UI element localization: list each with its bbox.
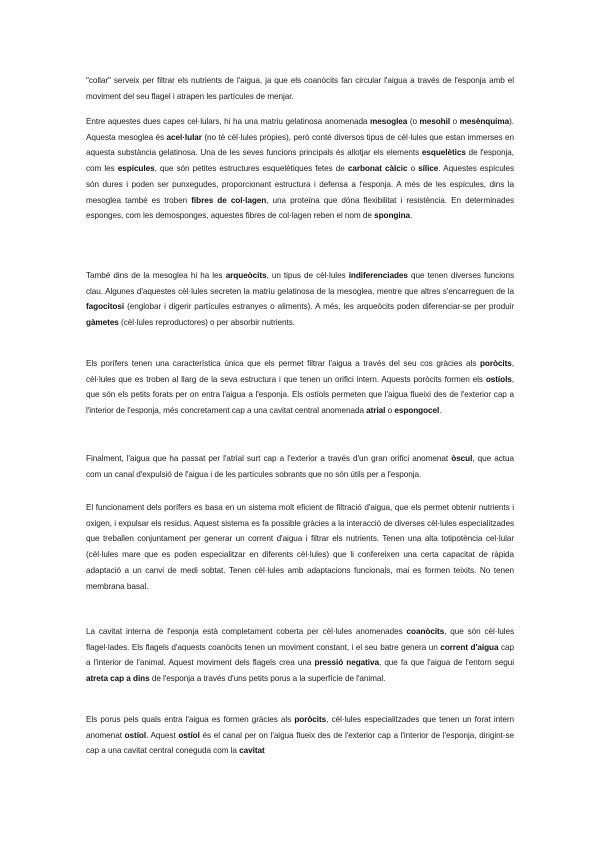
text-run: . Aquestes espícules són dures i poden ser punxegudes, proporcionant estructura i defensa a l'esponja. A més de les espícules, dins la mesoglea també es troben bbox=[86, 164, 514, 205]
paragraph-arqueocits bbox=[86, 268, 514, 331]
paragraph-oscul bbox=[86, 451, 514, 482]
text-run: o bbox=[385, 406, 395, 416]
bold-term: spongina bbox=[374, 211, 411, 221]
paragraph-collar-filtering bbox=[86, 73, 514, 104]
text-run: , que són els petits forats per on entra l'aigua a l'esponja. Els ostíols permeten que l'aigua flueixi des de l'exterior cap a l'interior de l'esponja, més concretament cap a una cavitat central anomenada bbox=[86, 374, 514, 416]
bold-term: ostíol bbox=[124, 730, 147, 740]
bold-term: esquelètics bbox=[421, 148, 466, 158]
text-run: , que són petites estructures esquelètiques fetes de bbox=[154, 164, 348, 174]
text-run: . bbox=[439, 406, 442, 416]
text-run: El funcionament dels porífers es basa en un sistema molt eficient de filtració d'aigua, que els permet obtenir nutrients i oxigen, i expulsar els residus. Aquest sistema es fa possible gràcies a la interacció de diverses cèl·lules especialitzades que treballen conjuntament per generar un corrent d'aigua i filtrar els nutrients. Tenen una alta totipotència cel·lular (cèl·lules mare que es poden especialitzar en diferents cèl·lules) que li confereixen una certa capacitat de ràpida adaptació a un canvi de medi sobtat. Tenen cèl·lules amb adaptacions funcionals, mai es formen teixits. No tenen membrana basal. bbox=[86, 503, 514, 591]
paragraph-mesoglea bbox=[86, 114, 514, 224]
bold-term: cavitat bbox=[239, 746, 265, 756]
bold-term: coanòcits bbox=[406, 627, 445, 636]
text-run: Entre aquestes dues capes cel·lulars, hi ha una matriu gelatinosa anomenada bbox=[86, 117, 370, 126]
text-run: és el canal per on l'aigua flueix des de l'exterior cap a l'interior de l'esponja, dirigint-se cap a una cavitat central coneguda com la bbox=[86, 730, 514, 756]
bold-term: fagocitosi bbox=[86, 302, 125, 312]
bold-term: carbonat càlcic bbox=[347, 164, 408, 174]
text-run: , que fa que l'aigua de l'entorn segui bbox=[379, 658, 514, 668]
text-run: Els porus pels quals entra l'aigua es formen gràcies als bbox=[86, 715, 295, 724]
text-run: Finalment, l'aigua que ha passat per l'atrial surt cap a l'exterior a través d'un gran orifici anomenat bbox=[86, 454, 452, 463]
bold-term: gàmetes bbox=[86, 318, 119, 328]
bold-term: fibres de col·lagen bbox=[191, 195, 267, 205]
bold-term: ostíols bbox=[485, 374, 512, 384]
text-run: També dins de la mesoglea hi ha les bbox=[86, 271, 226, 280]
bold-term: espícules bbox=[117, 164, 155, 174]
bold-term: mesohil bbox=[419, 117, 451, 126]
bold-term: poròcits bbox=[294, 715, 327, 724]
bold-term: òscul bbox=[451, 454, 473, 463]
bold-term: acel·lular bbox=[166, 132, 202, 142]
bold-term: mesoglea bbox=[369, 117, 408, 126]
text-run: , cèl·lules especialitzades que tenen un forat intern anomenat bbox=[86, 715, 514, 740]
bold-term: sílice bbox=[418, 164, 439, 174]
bold-term: corrent d'aigua bbox=[440, 642, 499, 652]
text-run: , que actua com un canal d'expulsió de l'aigua i de les partícules sobrants que no són útils per a l'esponja. bbox=[86, 454, 514, 479]
text-run: que tenen diverses funcions clau. Algunes d'aquestes cèl·lules secreten la matriu gelatinosa de la mesoglea, mentre que altres s'encarreguen de la bbox=[86, 271, 514, 296]
text-run: , una proteïna que dóna flexibilitat i resistència. En determinades esponges, com les demosponges, aquestes fibres de col·lagen reben el nom de bbox=[86, 195, 514, 221]
bold-term: arqueòcits bbox=[225, 271, 267, 280]
text-run: (no té cèl·lules pròpies), però conté diversos tipus de cèl·lules que estan immerses en aquesta substància gelatinosa. Una de les seves funcions principals és allotjar els elements bbox=[86, 132, 514, 158]
text-run: , que són cèl·lules flagel·lades. Els flagels d'aquests coanòcits tenen un moviment constant, i el seu batre genera un bbox=[86, 627, 514, 652]
paragraph-cavitat-interna bbox=[86, 624, 514, 687]
text-run: cap a l'interior de l'animal. Aquest moviment dels flagels crea una bbox=[86, 642, 514, 668]
paragraph-funcionament bbox=[86, 500, 514, 594]
bold-term: atreta cap a dins bbox=[86, 674, 150, 684]
text-run: , un tipus de cèl·lules bbox=[266, 271, 349, 280]
bold-term: mesènquima bbox=[459, 117, 510, 126]
bold-term: poròcits bbox=[479, 359, 512, 368]
text-run: La cavitat interna de l'esponja està completament coberta per cèl·lules anomenades bbox=[86, 627, 407, 636]
paragraph-porus bbox=[86, 712, 514, 759]
text-run: . bbox=[410, 211, 413, 221]
text-run: "collar" serveix per filtrar els nutrients de l'aigua, ja que els coanòcits fan circular l'aigua a través de l'esponja amb el moviment del seu flagel i atrapen les partícules de menjar. bbox=[86, 76, 514, 101]
bold-term: atrial bbox=[366, 406, 386, 416]
text-run: (o bbox=[407, 117, 420, 126]
text-run: o bbox=[450, 117, 460, 126]
bold-term: ostíol bbox=[178, 730, 200, 740]
text-run: Els porífers tenen una característica única que els permet filtrar l'aigua a través del seu cos gràcies als bbox=[86, 359, 480, 368]
text-run: (englobar i digerir partícules estranyes o aliments). A més, les arqueòcits poden diferenciar-se per produir bbox=[124, 302, 514, 312]
text-run: o bbox=[407, 164, 419, 174]
text-run: (cèl·lules reproductores) o per absorbir nutrients. bbox=[118, 318, 295, 328]
bold-term: indiferenciades bbox=[348, 271, 408, 280]
bold-term: pressió negativa bbox=[314, 658, 379, 668]
text-run: de l'esponja a través d'uns petits porus a la superfície de l'animal. bbox=[149, 674, 386, 684]
text-run: ). Aquesta mesoglea és bbox=[86, 117, 514, 142]
text-run: . Aquest bbox=[146, 730, 179, 740]
bold-term: espongocel bbox=[394, 406, 440, 416]
text-run: de l'esponja, com les bbox=[86, 148, 514, 174]
paragraph-porocits bbox=[86, 356, 514, 419]
text-run: , cèl·lules que es troben al llarg de la seva estructura i que tenen un orifici intern. Aquests poròcits formen els bbox=[86, 359, 514, 384]
